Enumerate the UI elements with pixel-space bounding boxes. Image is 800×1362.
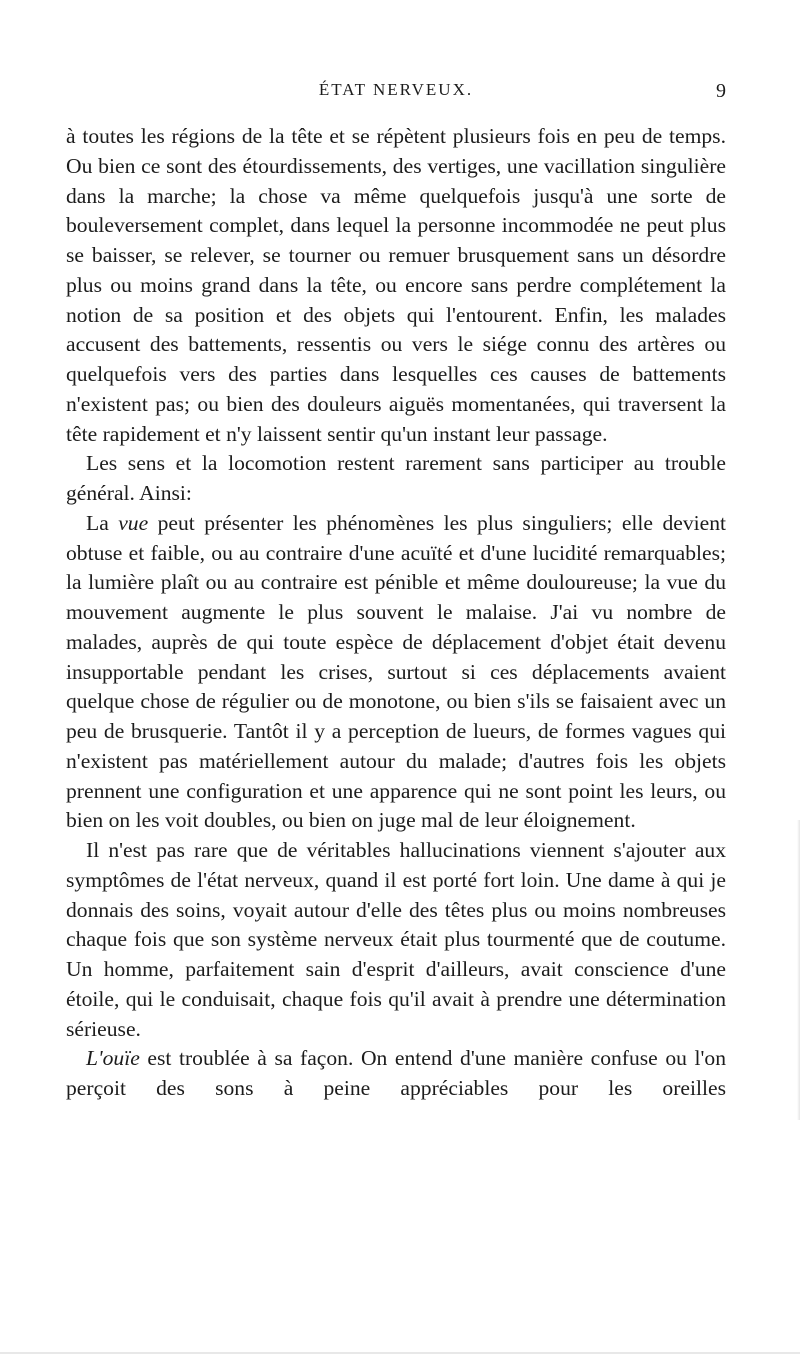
text-run: est troublée à sa façon. On entend d'une manière confuse ou l'on perçoit des sons à peine appréciables pour les oreilles [66, 1046, 726, 1100]
text-run: peut présenter les phénomènes les plus singuliers; elle devient obtuse et faible, ou au contraire d'une acuïté et d'une lucidité remarquables; la lumière plaît ou au contraire est pénible et même douloureuse; la vue du mouvement augmente le plus souvent le malaise. J'ai vu nombre de malades, auprès de qui toute espèce de déplacement d'objet était devenu insupportable pendant les crises, surtout si ces déplacements avaient quelque chose de régulier ou de monotone, ou bien s'ils se faisaient avec un peu de brusquerie. Tantôt il y a perception de lueurs, de formes vagues qui n'existent pas matériellement autour du malade; d'autres fois les objets prennent une configuration et une apparence qui ne sont point les leurs, ou bien on les voit doubles, ou bien on juge mal de leur éloignement. [66, 510, 726, 833]
text-run: Les sens et la locomotion restent rarement sans participer au trouble général. Ainsi: [66, 451, 726, 505]
italic-term: vue [118, 510, 149, 535]
paragraph [66, 122, 726, 449]
page-number: 9 [716, 80, 726, 102]
page-header [66, 80, 726, 110]
paragraph [66, 836, 726, 1044]
text-run: à toutes les régions de la tête et se répètent plusieurs fois en peu de temps. Ou bien ce sont des étourdissements, des vertiges, une vacillation singulière dans la marche; la chose va même quelquefois jusqu'à une sorte de bouleversement complet, dans lequel la personne incommodée ne peut plus se baisser, se relever, se tourner ou remuer brusquement sans un désordre plus ou moins grand dans la tête, ou encore sans perdre complétement la notion de sa position et des objets qui l'entourent. Enfin, les malades accusent des battements, ressentis ou vers le siége connu des artères ou quelquefois vers des parties dans lesquelles ces causes de battements n'existent pas; ou bien des douleurs aiguës momentanées, qui traversent la tête rapidement et n'y laissent sentir qu'un instant leur passage. [66, 124, 726, 446]
page-bottom-edge [0, 1352, 800, 1354]
text-run: Il n'est pas rare que de véritables hallucinations viennent s'ajouter aux symptômes de l'état nerveux, quand il est porté fort loin. Une dame à qui je donnais des soins, voyait autour d'elle des têtes plus ou moins nombreuses chaque fois que son système nerveux était plus tourmenté que de coutume. Un homme, parfaitement sain d'esprit d'ailleurs, avait conscience d'une étoile, qui le conduisait, chaque fois qu'il avait à prendre une détermination sérieuse. [66, 838, 726, 1041]
italic-term: L'ouïe [86, 1046, 140, 1071]
text-run: La [86, 510, 119, 535]
running-title: ÉTAT NERVEUX. [318, 80, 474, 99]
paragraph [66, 449, 726, 509]
paragraph [66, 509, 726, 836]
body-text [66, 122, 726, 1104]
paragraph [66, 1044, 726, 1104]
